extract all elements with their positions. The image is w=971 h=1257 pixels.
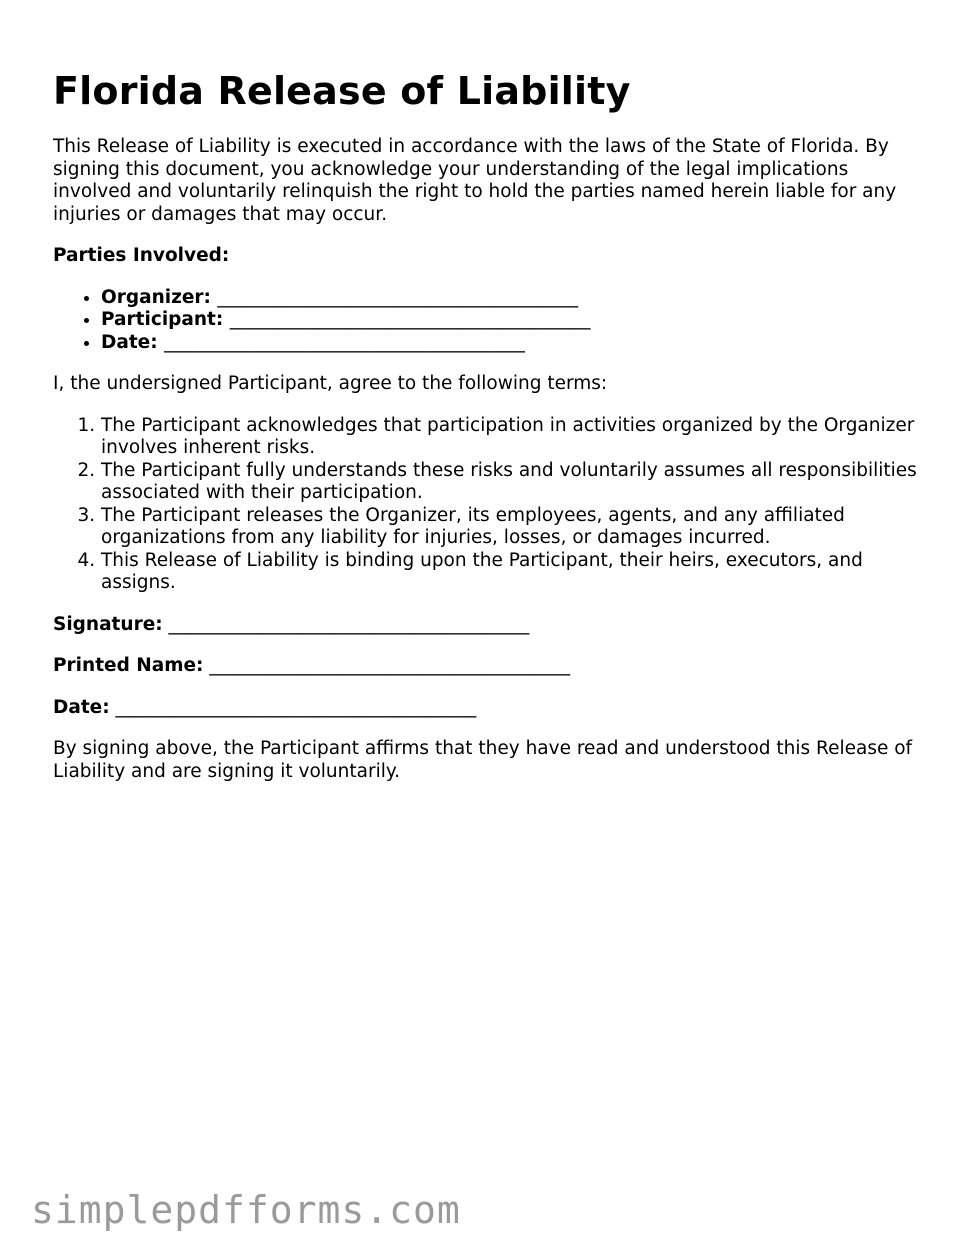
printed-name-label: Printed Name: bbox=[53, 655, 204, 676]
party-participant bbox=[101, 309, 918, 332]
blank-line: _______________________________________ bbox=[164, 331, 525, 353]
date-label: Date: bbox=[53, 696, 110, 718]
terms-intro: I, the undersigned Participant, agree to the following terms: bbox=[53, 373, 608, 394]
parties-heading: Parties Involved: bbox=[53, 245, 230, 266]
date-line bbox=[53, 697, 918, 720]
document-page bbox=[53, 68, 918, 802]
party-organizer bbox=[101, 287, 918, 310]
party-date bbox=[101, 332, 918, 355]
intro-paragraph: This Release of Liability is executed in accordance with the laws of the State of Florida. By signing this document, you acknowledge your understanding of the legal implications involved and voluntarily relinquish the right to hold the parties named herein liable for any injuries or damages that may occur. bbox=[53, 136, 897, 225]
printed-name-blank: _______________________________________ bbox=[209, 655, 571, 676]
term-item: 3. The Participant releases the Organizer, its employees, agents, and any affiliated organizations from any liability for injuries, losses, or damages incurred. bbox=[101, 505, 918, 550]
page-title: Florida Release of Liability bbox=[53, 69, 631, 113]
term-item: 4. This Release of Liability is binding upon the Participant, their heirs, executors, and assigns. bbox=[101, 550, 918, 595]
watermark: simplepdfforms.com bbox=[31, 1188, 461, 1232]
parties-list bbox=[53, 287, 918, 355]
party-label: Participant: bbox=[101, 309, 224, 330]
signature-line bbox=[53, 614, 918, 637]
term-item: 2. The Participant fully understands these risks and voluntarily assumes all responsibilities associated with their participation. bbox=[101, 460, 918, 505]
signature-blank: _______________________________________ bbox=[168, 613, 530, 635]
blank-line: _______________________________________ bbox=[217, 286, 579, 308]
term-item: 1. The Participant acknowledges that participation in activities organized by the Organizer involves inherent risks. bbox=[101, 415, 918, 460]
closing-paragraph: By signing above, the Participant affirms that they have read and understood this Release of Liability and are signing it voluntarily. bbox=[53, 738, 913, 782]
party-label: Organizer: bbox=[101, 286, 211, 308]
date-blank: _______________________________________ bbox=[115, 696, 477, 718]
party-label: Date: bbox=[101, 331, 158, 353]
blank-line: _______________________________________ bbox=[229, 309, 591, 330]
printed-name-line bbox=[53, 655, 918, 678]
signature-label: Signature: bbox=[53, 613, 163, 635]
terms-list bbox=[53, 415, 918, 595]
